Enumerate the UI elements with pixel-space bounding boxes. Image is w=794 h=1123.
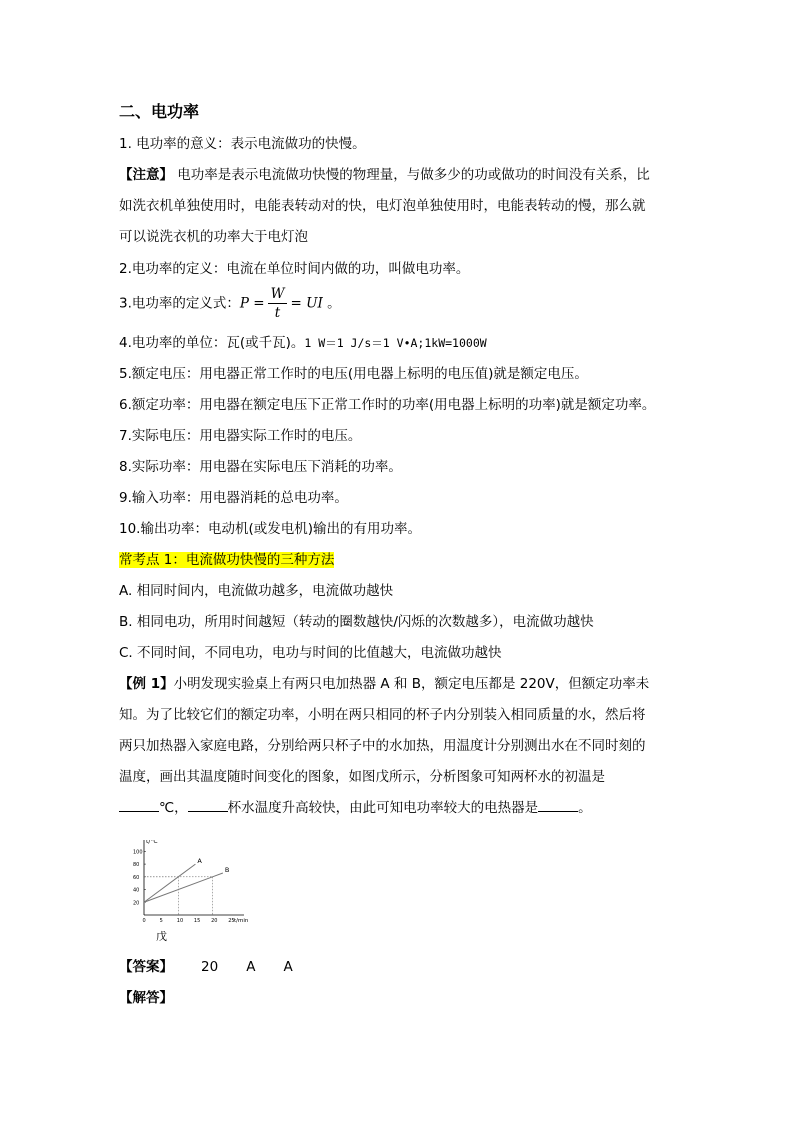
item-4 xyxy=(119,334,487,352)
note-line-2: 如洗衣机单独使用时，电能表转动对的快，电灯泡单独使用时，电能表转动的慢，那么就 xyxy=(119,198,646,214)
solution-line xyxy=(119,989,173,1007)
item-3-formula xyxy=(119,285,341,322)
example-text-5b: 杯水温度升高较快，由此可知电功率较大的电热器是 xyxy=(227,800,539,816)
item-6: 6.额定功率：用电器在额定电压下正常工作时的功率(用电器上标明的功率)就是额定功率。 xyxy=(119,397,656,413)
solution-tag: 【解答】 xyxy=(119,990,173,1006)
series-label-B: B xyxy=(224,866,230,874)
item-2: 2.电功率的定义：电流在单位时间内做的功，叫做电功率。 xyxy=(119,261,470,277)
y-tick-label: 80 xyxy=(133,862,140,869)
item-5: 5.额定电压：用电器正常工作时的电压(用电器上标明的电压值)就是额定电压。 xyxy=(119,366,588,382)
series-line-A xyxy=(144,864,195,902)
y-tick-label: 40 xyxy=(133,887,140,894)
answer-tag: 【答案】 xyxy=(119,959,173,975)
example-text-1: 小明发现实验桌上有两只电加热器 A 和 B，额定电压都是 220V，但额定功率未 xyxy=(173,676,650,692)
formula-numerator: W xyxy=(268,285,288,304)
example-line-1 xyxy=(119,675,649,693)
x-tick-label: 15 xyxy=(193,918,201,924)
x-tick-label: 0 xyxy=(142,918,146,924)
formula-end: 。 xyxy=(322,295,341,312)
example-line-2: 知。为了比较它们的额定功率，小明在两只相同的杯子内分别装入相同质量的水，然后将 xyxy=(119,707,646,723)
x-tick-label: 25 xyxy=(228,918,235,924)
formula-fraction xyxy=(268,285,288,322)
example-line-4: 温度，画出其温度随时间变化的图象，如图戊所示，分析图象可知两杯水的初温是 xyxy=(119,769,605,785)
example-line-5 xyxy=(119,799,592,817)
x-tick-label: 20 xyxy=(211,918,218,924)
example-line-3: 两只加热器入家庭电路，分别给两只杯子中的水加热，用温度计分别测出水在不同时刻的 xyxy=(119,738,646,754)
answer-blank-3 xyxy=(538,799,578,812)
example-text-5c: 。 xyxy=(578,800,592,816)
formula-denominator: t xyxy=(274,305,281,321)
y-tick-label: 100 xyxy=(133,849,143,856)
note-line-1 xyxy=(119,166,650,184)
item-8: 8.实际功率：用电器在实际电压下消耗的功率。 xyxy=(119,459,402,475)
item-9: 9.输入功率：用电器消耗的总电功率。 xyxy=(119,490,348,506)
y-tick-label: 20 xyxy=(133,900,140,907)
item-10: 10.输出功率：电动机(或发电机)输出的有用功率。 xyxy=(119,521,422,537)
answer-blank-2 xyxy=(188,799,228,812)
note-tag: 【注意】 xyxy=(119,167,173,183)
key-point-c: C. 不同时间，不同电功，电功与时间的比值越大，电流做功越快 xyxy=(119,645,502,661)
key-point-highlight: 常考点 1：电流做功快慢的三种方法 xyxy=(119,552,335,568)
formula-lhs: P = xyxy=(239,295,265,312)
key-point-a: A. 相同时间内，电流做功越多，电流做功越快 xyxy=(119,583,394,599)
section-title: 二、电功率 xyxy=(119,102,200,121)
series-line-B xyxy=(144,873,223,902)
x-tick-label: 5 xyxy=(159,918,163,924)
item-7: 7.实际电压：用电器实际工作时的电压。 xyxy=(119,428,362,444)
item-4-units: 1 W＝1 J/s＝1 V•A;1kW=1000W xyxy=(304,336,487,350)
x-axis-label: t/min xyxy=(234,918,248,924)
figure-caption: 戊 xyxy=(156,930,167,943)
item-1: 1. 电功率的意义：表示电流做功的快慢。 xyxy=(119,136,366,152)
note-text-1: 电功率是表示电流做功快慢的物理量，与做多少的功或做功的时间没有关系，比 xyxy=(173,167,650,183)
note-line-3: 可以说洗衣机的功率大于电灯泡 xyxy=(119,229,308,245)
formula-prefix: 3.电功率的定义式： xyxy=(119,295,240,312)
answer-value-3: A xyxy=(283,959,293,975)
example-tag: 【例 1】 xyxy=(119,676,174,692)
example-text-5a: ℃， xyxy=(159,800,188,816)
series-label-A: A xyxy=(197,857,202,866)
answer-line xyxy=(119,958,293,976)
formula-rhs: = UI xyxy=(290,295,323,312)
y-axis-label: t/°C xyxy=(146,840,158,845)
y-tick-label: 60 xyxy=(133,874,140,881)
x-tick-label: 10 xyxy=(176,918,184,924)
key-point-title xyxy=(119,551,334,569)
answer-blank-1 xyxy=(119,799,159,812)
answer-value-2: A xyxy=(246,959,256,975)
item-4-text: 4.电功率的单位：瓦(或千瓦)。 xyxy=(119,335,305,351)
answer-value-1: 20 xyxy=(201,959,219,975)
temperature-time-chart xyxy=(128,840,248,925)
key-point-b: B. 相同电功，所用时间越短（转动的圈数越快/闪烁的次数越多），电流做功越快 xyxy=(119,614,594,630)
